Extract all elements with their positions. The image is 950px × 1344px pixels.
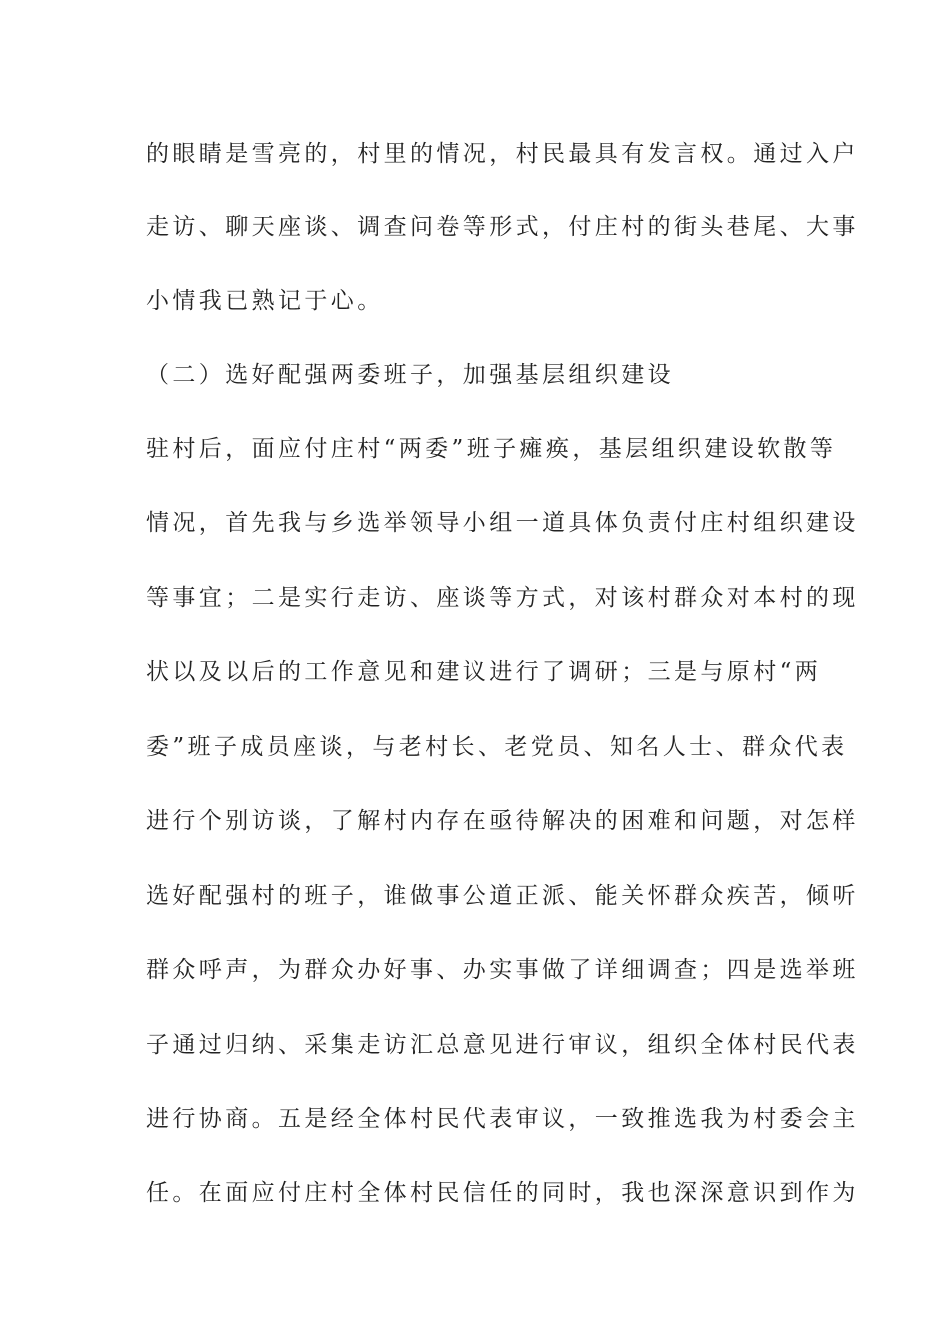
text-line: 进行协商。五是经全体村民代表审议，一致推选我为村委会主 — [146, 1106, 859, 1132]
section-heading: （二）选好配强两委班子，加强基层组织建设 — [146, 362, 674, 388]
text-line: 群众呼声，为群众办好事、办实事做了详细调查；四是选举班 — [146, 957, 859, 983]
text-line: 任。在面应付庄村全体村民信任的同时，我也深深意识到作为 — [146, 1180, 859, 1206]
text-line: 状以及以后的工作意见和建议进行了调研；三是与原村“两 — [146, 659, 822, 685]
text-line: 情况，首先我与乡选举领导小组一道具体负责付庄村组织建设 — [146, 510, 859, 536]
text-line: 子通过归纳、采集走访汇总意见进行审议，组织全体村民代表 — [146, 1032, 859, 1058]
text-line: 进行个别访谈，了解村内存在亟待解决的困难和问题，对怎样 — [146, 808, 859, 834]
text-line: 走访、聊天座谈、调查问卷等形式，付庄村的街头巷尾、大事 — [146, 214, 859, 240]
text-line: 选好配强村的班子，谁做事公道正派、能关怀群众疾苦，倾听 — [146, 883, 859, 909]
text-line: 的眼睛是雪亮的，村里的情况，村民最具有发言权。通过入户 — [146, 141, 859, 167]
text-line: 小情我已熟记于心。 — [146, 288, 384, 314]
text-line: 等事宜；二是实行走访、座谈等方式，对该村群众对本村的现 — [146, 585, 859, 611]
text-line: 驻村后，面应付庄村“两委”班子瘫痪，基层组织建设软散等 — [146, 436, 837, 462]
text-line: 委”班子成员座谈，与老村长、老党员、知名人士、群众代表 — [146, 734, 848, 760]
